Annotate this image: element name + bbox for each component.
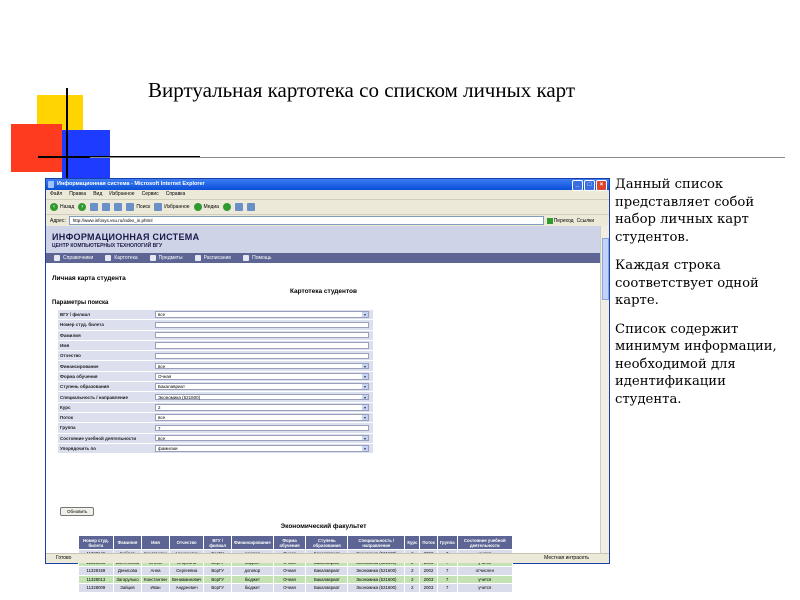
form-select[interactable] [155,394,369,401]
refresh-icon [102,203,110,211]
form-value: Очная [158,374,172,380]
faculty-title: Экономический факультет [280,523,367,530]
slide-title: Виртуальная картотека со списком личных карт [148,78,576,102]
form-label: Ступень образования [60,384,110,390]
table-header-cell[interactable]: Состояние учебной деятельности [457,536,512,550]
forward-button[interactable] [78,203,86,211]
chevron-down-icon[interactable]: ▾ [363,384,366,390]
form-value: все [158,435,166,441]
search-icon [126,203,134,211]
menu-bar [46,190,609,200]
toolbar [46,200,609,215]
table-cell: Бакалавриат [306,575,348,584]
nav-item-cards[interactable] [105,255,137,261]
nav-label: Расписание [203,255,232,261]
nav-item-help[interactable] [243,255,271,261]
form-row [58,444,373,454]
nav-item-subjects[interactable] [150,255,183,261]
table-cell: Сергеевна [169,567,203,576]
table-header-cell[interactable]: Группа [437,536,457,550]
form-row [58,351,373,361]
chevron-down-icon[interactable]: ▾ [363,405,366,411]
go-label: Переход [553,217,574,224]
form-row [58,403,373,413]
menu-view[interactable]: Вид [93,191,103,197]
header-background-pattern [296,231,596,247]
table-header-cell[interactable]: Ступень образования [306,536,348,550]
go-button[interactable] [547,218,574,224]
students-table [78,535,513,593]
media-label: Медиа [203,204,219,210]
table-cell: ВорГУ [204,575,232,584]
table-cell: Очная [273,567,306,576]
table-header-cell[interactable]: Финансирование [231,536,273,550]
table-cell: 2 [405,567,420,576]
form-input[interactable] [155,425,369,432]
blue-square [62,130,110,178]
nav-label: Картотека [114,255,138,261]
chevron-down-icon[interactable]: ▾ [363,435,366,441]
forward-arrow-icon: › [78,203,86,211]
back-label: Назад [60,204,75,210]
page-heading: Личная карта студента [52,275,126,282]
form-input[interactable] [155,322,369,329]
subject-icon [150,255,156,261]
table-header-cell[interactable]: Фамилия [113,536,141,550]
book-icon [54,255,60,261]
home-icon [114,203,122,211]
chevron-down-icon[interactable]: ▾ [363,415,366,421]
table-cell: учится [457,584,512,593]
form-select[interactable] [155,373,369,380]
back-button[interactable] [50,203,74,211]
menu-help[interactable]: Справка [165,191,186,197]
form-value: фамилии [158,446,178,452]
form-value: 2 [158,405,161,411]
table-header-cell[interactable]: ВГУ / филиал [204,536,232,550]
table-header-cell[interactable]: Имя [142,536,170,550]
form-input[interactable] [155,332,369,339]
table-cell: Бакалавриат [306,584,348,593]
form-label: Фамилия [60,332,81,338]
site-header [46,226,601,253]
menu-edit[interactable]: Правка [69,191,87,197]
go-arrow-icon [547,218,553,224]
chevron-down-icon[interactable]: ▾ [363,363,366,369]
favorites-label: Избранное [164,204,190,210]
table-header-cell[interactable]: Курс [405,536,420,550]
form-select[interactable] [155,363,369,370]
form-row [58,341,373,351]
search-button[interactable] [126,203,150,211]
history-icon [223,203,231,211]
form-label: Финансирование [60,363,99,369]
table-cell: Андреевич [169,584,203,593]
form-value: все [158,312,166,318]
form-label: Поток [60,415,74,421]
form-label: Отчество [60,353,81,359]
form-row [58,413,373,423]
print-icon [247,203,255,211]
scroll-thumb[interactable] [602,238,609,300]
media-icon [194,203,202,211]
menu-file[interactable]: Файл [50,191,63,197]
form-input[interactable] [155,353,369,360]
table-cell: Зайцев [113,584,141,593]
refresh-button[interactable] [102,203,110,211]
form-label: Имя [60,343,70,349]
nav-label: Помощь [252,255,272,261]
table-cell: бюджет [231,575,273,584]
star-icon [154,203,162,211]
table-cell: учится [457,575,512,584]
title-underline [90,157,785,158]
chevron-down-icon[interactable]: ▾ [363,312,366,318]
card-icon [105,255,111,261]
form-row [58,361,373,371]
card-index-title: Картотека студентов [289,288,358,295]
table-cell: Анна [142,567,170,576]
help-icon [243,255,249,261]
update-button-wrap [60,507,94,516]
site-subtitle: ЦЕНТР КОМПЬЮТЕРНЫХ ТЕХНОЛОГИЙ ВГУ [52,243,163,249]
form-row [58,382,373,392]
table-cell: Экономика (521600) [348,575,405,584]
form-row [58,423,373,433]
table-cell: 7 [437,584,457,593]
vertical-scrollbar[interactable] [600,226,609,554]
table-row[interactable] [79,567,513,576]
links-label[interactable]: Ссылки [576,217,595,224]
table-header-cell[interactable]: Отчество [169,536,203,550]
chevron-down-icon[interactable]: ▾ [363,446,366,452]
table-cell: 11328013 [79,575,114,584]
form-value: все [158,415,166,421]
form-row [58,310,373,320]
status-bar [46,553,609,563]
table-cell: 7 [437,567,457,576]
table-cell: Загорулько [113,575,141,584]
table-header-cell[interactable]: Специальность / направление [348,536,405,550]
table-cell: Константин [142,575,170,584]
form-row [58,331,373,341]
table-row[interactable] [79,584,513,593]
maximize-icon[interactable]: □ [584,180,595,191]
table-cell: Экономика (521600) [348,584,405,593]
slide-notes [615,176,795,419]
table-cell: бюджет [231,584,273,593]
table-cell: отчислен [457,567,512,576]
table-cell: 2 [405,584,420,593]
form-select[interactable] [155,445,369,452]
table-cell: Экономика (521600) [348,567,405,576]
note-paragraph: Каждая строка соответствует одной карте. [615,258,759,308]
table-header-cell[interactable]: Номер студ. билета [79,536,114,550]
form-label: Упорядочить по [60,446,96,451]
mail-button[interactable] [235,203,243,211]
form-row [58,320,373,330]
table-row[interactable] [79,575,513,584]
red-square [11,124,62,172]
minimize-icon[interactable]: _ [572,180,583,191]
form-select[interactable] [155,435,369,442]
form-label: Состояние учебной деятельности [60,435,137,441]
form-label: Номер студ. билета [60,322,104,328]
nav-label: Предметы [158,255,183,261]
form-select[interactable] [155,414,369,421]
table-cell: Очная [273,575,306,584]
form-select[interactable] [155,404,369,411]
form-row [58,392,373,402]
form-select[interactable] [155,311,369,318]
search-form [58,310,373,454]
menu-favorites[interactable]: Избранное [109,191,135,197]
nav-item-schedule[interactable] [195,255,232,261]
form-label: Группа [60,425,76,431]
nav-label: Справочники [63,255,94,261]
table-cell: 2003 [420,575,437,584]
form-value: Бакалавриат [158,384,186,390]
form-label: ВГУ / филиал [60,312,91,318]
table-cell: Бакалавриат [306,567,348,576]
form-label: Курс [60,404,71,410]
zone-text: Местная интрасеть [544,555,589,561]
back-arrow-icon: ‹ [50,203,58,211]
table-header-row [79,536,513,550]
search-label: Поиск [136,204,151,210]
close-icon[interactable]: × [596,180,607,191]
table-cell: 2002 [420,567,437,576]
print-button[interactable] [247,203,255,211]
favorites-button[interactable] [154,203,189,211]
table-cell: 7 [437,575,457,584]
address-label: Адрес: [50,217,66,224]
form-row [58,434,373,444]
window-titlebar[interactable] [46,179,609,190]
media-button[interactable] [194,203,219,211]
window-title: Информационная система - Microsoft Internet Explorer [57,181,205,187]
status-text: Готово [56,555,72,561]
table-cell: 2 [405,575,420,584]
note-paragraph: Данный список представляет собой набор личных карт студентов. [615,177,755,245]
table-cell: ВорГУ [204,584,232,593]
menu-tools[interactable]: Сервис [141,191,159,197]
form-input[interactable] [155,342,369,349]
chevron-down-icon[interactable]: ▾ [363,374,366,380]
ie-icon [48,181,54,188]
table-cell: Очная [273,584,306,593]
form-value: все [158,363,166,369]
table-header-cell[interactable]: Поток [420,536,437,550]
table-cell: 2003 [420,584,437,593]
table-cell: 11328159 [79,567,114,576]
form-value: Экономика (521600) [158,394,201,400]
table-cell: ВорГУ [204,567,232,576]
address-input[interactable]: http://www.infosys.vsu.ru/index_in.phtml [69,216,544,225]
table-cell: Иван [142,584,170,593]
search-params-title: Параметры поиска [52,300,109,306]
schedule-icon [195,255,201,261]
site-title: ИНФОРМАЦИОННАЯ СИСТЕМА [52,232,200,242]
browser-window [45,178,610,591]
table-cell: Денисова [113,567,141,576]
stop-icon [90,203,98,211]
nav-item-directories[interactable] [54,255,93,261]
update-button[interactable]: Обновить [60,507,94,516]
mail-icon [235,203,243,211]
table-cell: Вениаминович [169,575,203,584]
table-cell: 11328009 [79,584,114,593]
note-paragraph: Список содержит минимум информации, необходимой для идентификации студента. [615,321,777,407]
chevron-down-icon[interactable]: ▾ [363,394,366,400]
form-label: Специальность / направление [60,394,128,400]
table-cell: договор [231,567,273,576]
site-nav [46,253,601,263]
form-label: Форма обучения [60,373,98,379]
form-value: 7 [158,425,161,431]
home-button[interactable] [114,203,122,211]
stop-button[interactable] [90,203,98,211]
form-row [58,372,373,382]
form-select[interactable] [155,383,369,390]
history-button[interactable] [223,203,231,211]
table-header-cell[interactable]: Форма обучения [273,536,306,550]
